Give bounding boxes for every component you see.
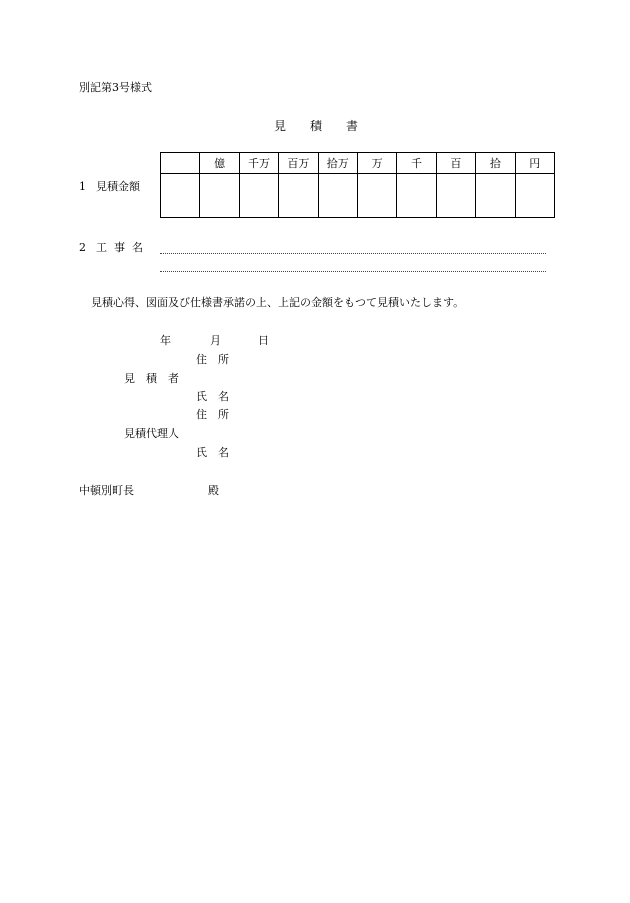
amount-entry-cell[interactable] (279, 174, 318, 218)
amount-entry-cell[interactable] (476, 174, 515, 218)
amount-entry-cell[interactable] (397, 174, 436, 218)
title-char: 見 (274, 119, 287, 133)
amount-entry-cell[interactable] (161, 174, 200, 218)
unit-cell: 千万 (239, 153, 278, 174)
work-label-char: 工 (96, 241, 107, 254)
amount-entry-cell[interactable] (200, 174, 239, 218)
amount-entry-cell[interactable] (515, 174, 554, 218)
title-char: 書 (346, 119, 359, 133)
work-label-char: 名 (132, 241, 143, 254)
unit-cell: 拾 (476, 153, 515, 174)
unit-cell: 拾万 (318, 153, 357, 174)
amount-label-text: 見積金額 (96, 180, 140, 193)
agent-name-label: 氏 名 (196, 446, 229, 459)
amount-label (79, 181, 140, 192)
date-day-label: 日 (258, 334, 269, 347)
statement-text: 見積心得、図面及び仕様書承諾の上、上記の金額をもつて見積いたします。 (91, 296, 465, 309)
unit-cell: 千 (397, 153, 436, 174)
amount-table (160, 152, 555, 218)
amount-unit-row (161, 153, 555, 174)
unit-cell: 円 (515, 153, 554, 174)
date-month-label: 月 (210, 334, 221, 347)
amount-entry-cell[interactable] (318, 174, 357, 218)
addressee: 中頓別町長 (79, 484, 134, 497)
unit-cell (161, 153, 200, 174)
estimator-label: 見 積 者 (124, 372, 179, 385)
date-year-label: 年 (160, 334, 171, 347)
amount-entry-cell[interactable] (436, 174, 475, 218)
honorific: 殿 (208, 484, 219, 497)
amount-entry-cell[interactable] (357, 174, 396, 218)
title-char: 積 (310, 119, 323, 133)
unit-cell: 万 (357, 153, 396, 174)
agent-label: 見積代理人 (124, 427, 179, 440)
form-number: 別記第3号様式 (79, 81, 152, 94)
estimator-address-label: 住 所 (196, 353, 229, 366)
item-number: 1 (79, 180, 86, 193)
work-name-line-1[interactable] (160, 253, 546, 254)
unit-cell: 百 (436, 153, 475, 174)
amount-entry-cell[interactable] (239, 174, 278, 218)
date-line (160, 335, 269, 346)
work-label-char: 事 (114, 241, 125, 254)
unit-cell: 億 (200, 153, 239, 174)
work-name-line-2[interactable] (160, 271, 546, 272)
document-title (274, 120, 358, 132)
unit-cell: 百万 (279, 153, 318, 174)
agent-address-label: 住 所 (196, 408, 229, 421)
estimator-name-label: 氏 名 (196, 390, 229, 403)
amount-entry-row (161, 174, 555, 218)
item-number: 2 (79, 241, 86, 254)
work-name-label (79, 242, 143, 253)
